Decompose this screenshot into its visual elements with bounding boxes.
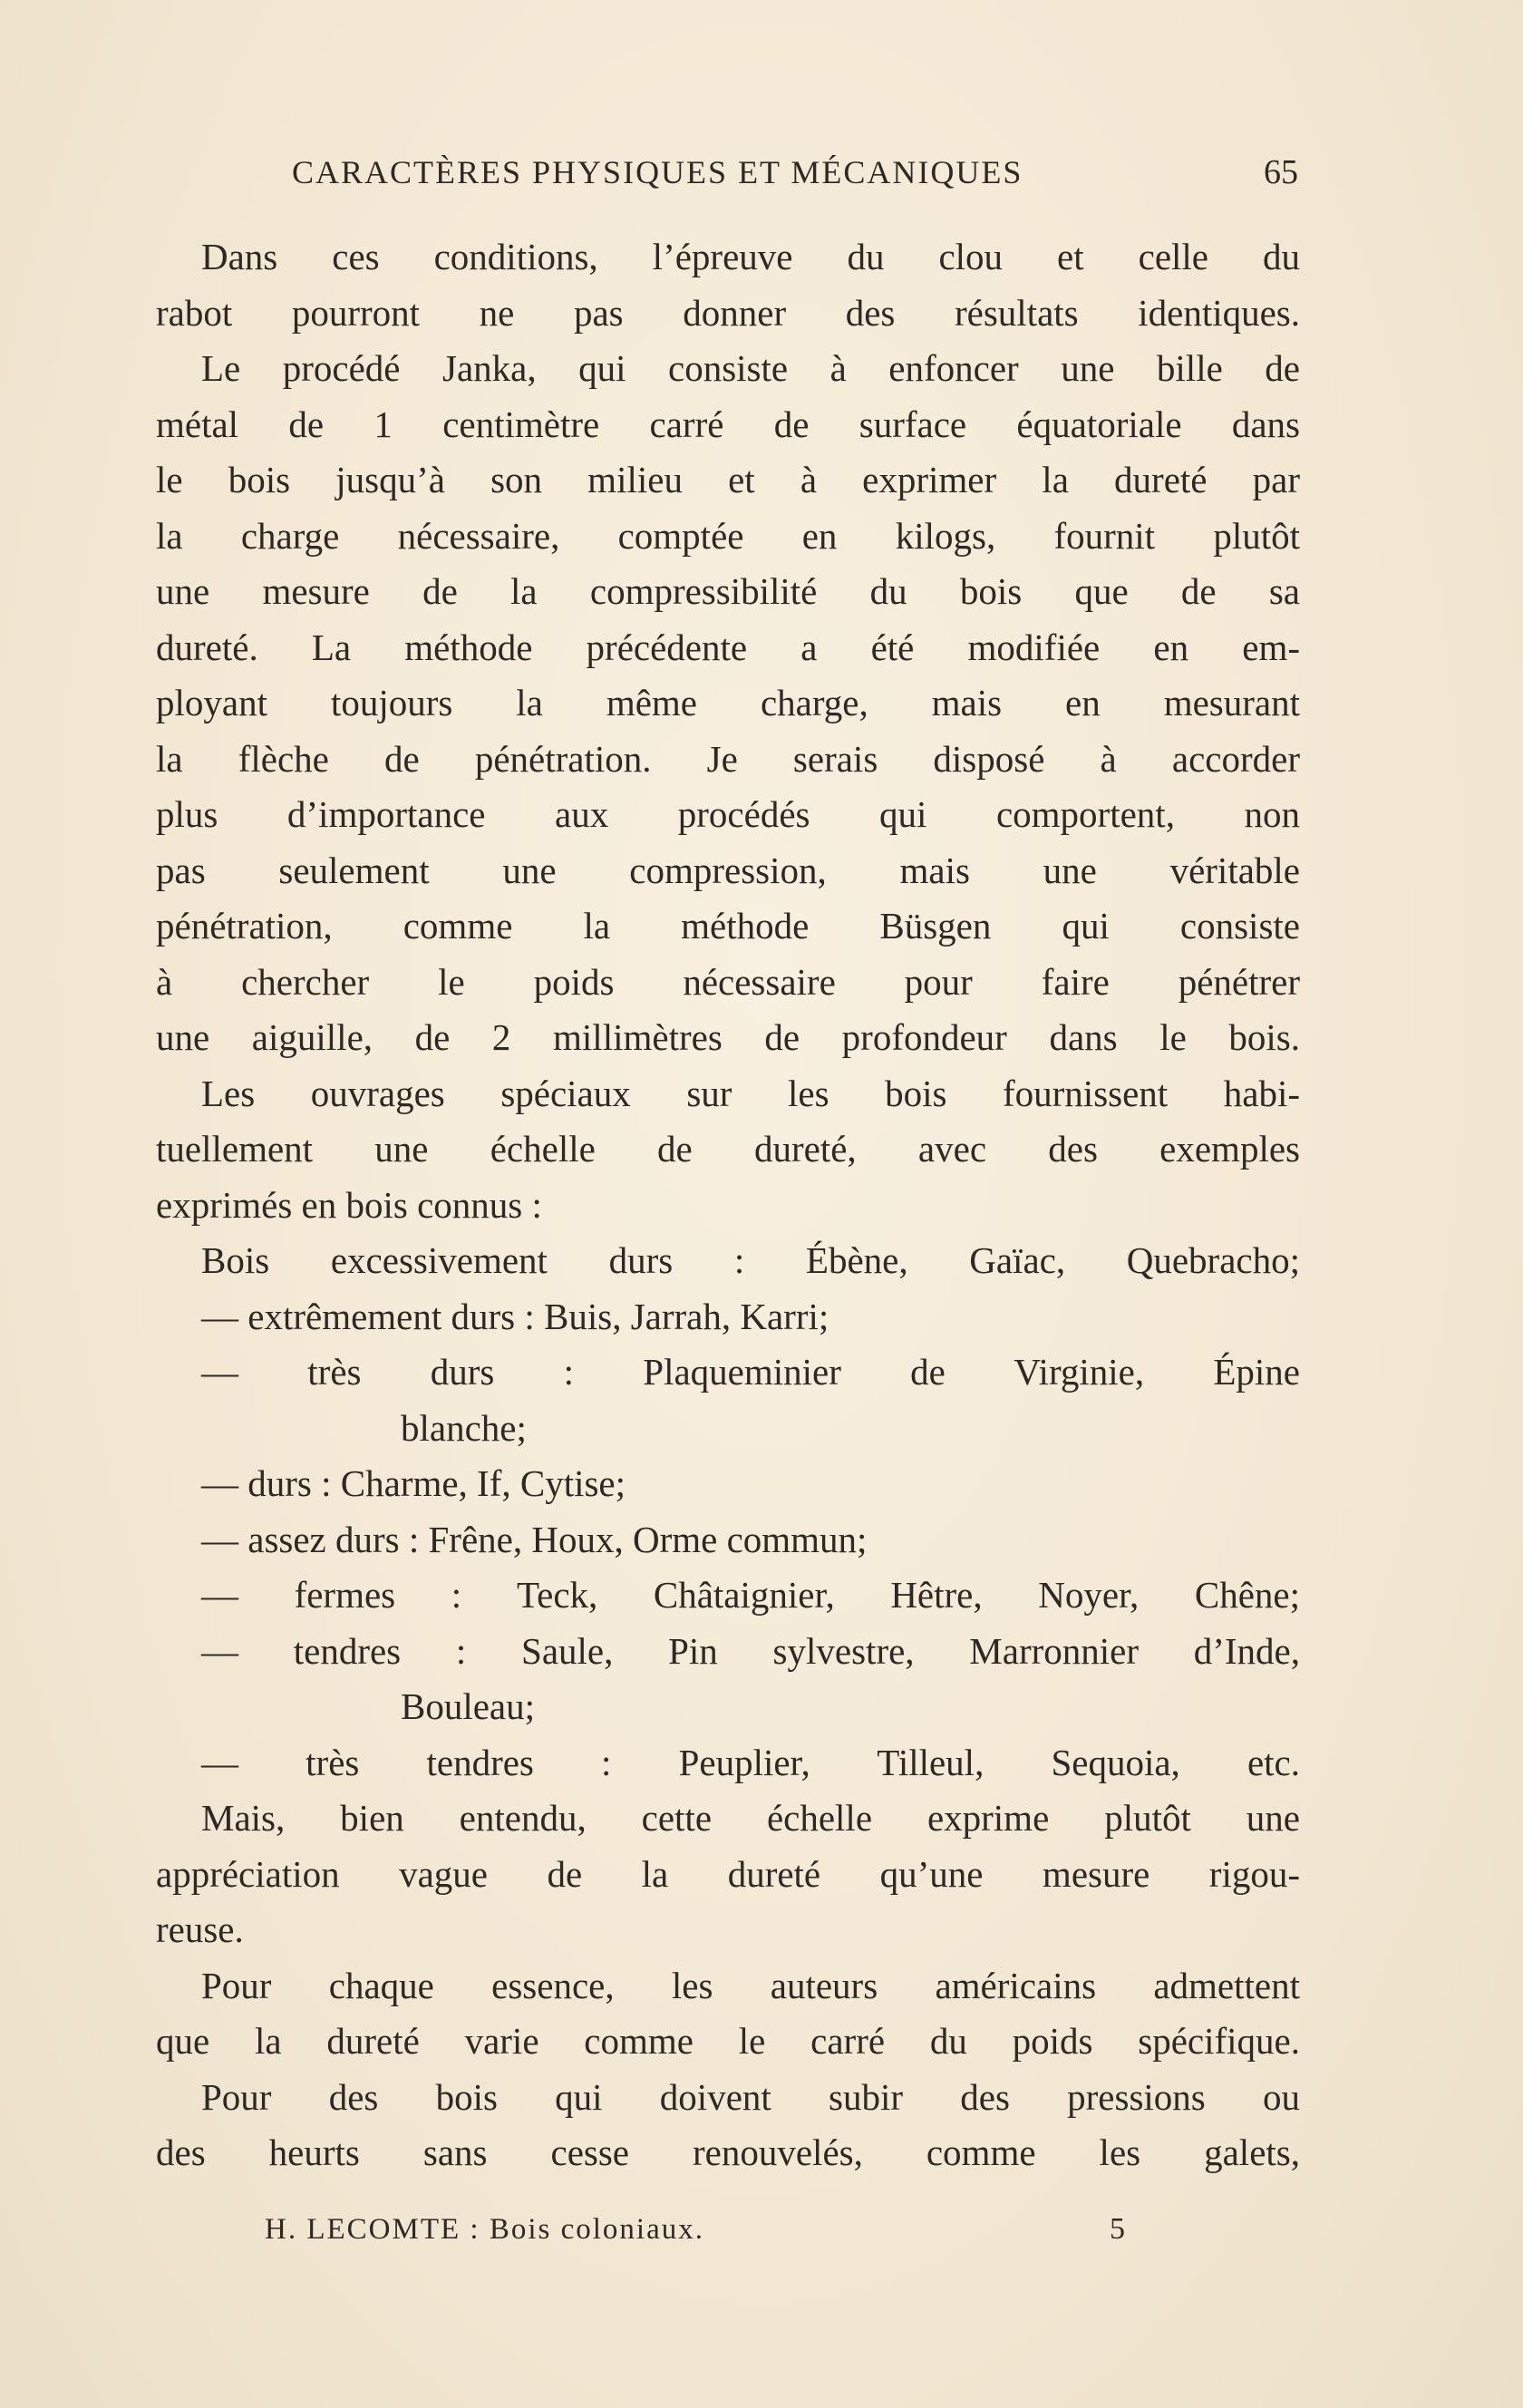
hardness-scale-item: — très durs : Plaqueminier de Virginie, Épine: [201, 1351, 1300, 1393]
hardness-scale-item: — durs : Charme, If, Cytise;: [201, 1462, 626, 1504]
text-line: la charge nécessaire, comptée en kilogs, fournit plutôt: [156, 514, 1300, 557]
hardness-scale-item-continuation: Bouleau;: [401, 1685, 536, 1727]
text-line: une aiguille, de 2 millimètres de profondeur dans le bois.: [156, 1016, 1300, 1058]
text-line: exprimés en bois connus :: [156, 1183, 542, 1226]
text-line: Le procédé Janka, qui consiste à enfoncer une bille de: [201, 347, 1300, 389]
hardness-scale-item: Bois excessivement durs : Ébène, Gaïac, Quebracho;: [201, 1239, 1300, 1281]
text-line: métal de 1 centimètre carré de surface équatoriale dans: [156, 403, 1300, 445]
running-title: CARACTÈRES PHYSIQUES ET MÉCANIQUES: [292, 154, 1023, 190]
text-line: Dans ces conditions, l’épreuve du clou et celle du: [201, 236, 1300, 277]
signature-mark: 5: [1110, 2212, 1125, 2246]
text-line: Pour des bois qui doivent subir des pressions ou: [201, 2075, 1300, 2118]
text-line: appréciation vague de la dureté qu’une mesure rigou-: [156, 1852, 1300, 1895]
hardness-scale-item: — tendres : Saule, Pin sylvestre, Marronnier d’Inde,: [201, 1629, 1300, 1672]
text-line: dureté. La méthode précédente a été modifiée en em-: [156, 626, 1300, 668]
text-line: reuse.: [156, 1908, 244, 1950]
text-line: Les ouvrages spéciaux sur les bois fournissent habi-: [201, 1072, 1300, 1114]
text-line: pénétration, comme la méthode Büsgen qui consiste: [156, 905, 1300, 947]
text-line: Pour chaque essence, les auteurs américains admettent: [201, 1964, 1300, 2006]
text-line: ployant toujours la même charge, mais en mesurant: [156, 682, 1300, 723]
hardness-scale-item: — extrêmement durs : Buis, Jarrah, Karri;: [201, 1295, 829, 1337]
hardness-scale-item: — fermes : Teck, Châtaignier, Hêtre, Noyer, Chêne;: [201, 1574, 1300, 1616]
running-head: [156, 150, 1298, 194]
text-line: rabot pourront ne pas donner des résultats identiques.: [156, 291, 1300, 334]
text-line: une mesure de la compressibilité du bois que de sa: [156, 570, 1300, 612]
text-line: pas seulement une compression, mais une véritable: [156, 849, 1300, 891]
hardness-scale-item: — très tendres : Peuplier, Tilleul, Sequoia, etc.: [201, 1741, 1300, 1783]
footer-author-title: H. LECOMTE : Bois coloniaux.: [265, 2213, 704, 2246]
hardness-scale-item-continuation: blanche;: [401, 1406, 527, 1449]
hardness-scale-item: — assez durs : Frêne, Houx, Orme commun;: [201, 1518, 868, 1560]
text-line: le bois jusqu’à son milieu et à exprimer la dureté par: [156, 459, 1300, 500]
text-line: la flèche de pénétration. Je serais disposé à accorder: [156, 737, 1300, 780]
page-number: 65: [1264, 153, 1298, 191]
text-line: que la dureté varie comme le carré du poids spécifique.: [156, 2020, 1300, 2062]
page-footer: [156, 2207, 1300, 2252]
text-line: Mais, bien entendu, cette échelle exprime plutôt une: [201, 1797, 1300, 1839]
text-line: à chercher le poids nécessaire pour faire pénétrer: [156, 960, 1300, 1003]
text-line: plus d’importance aux procédés qui comportent, non: [156, 793, 1300, 835]
text-line: des heurts sans cesse renouvelés, comme les galets,: [156, 2131, 1300, 2173]
text-line: tuellement une échelle de dureté, avec des exemples: [156, 1128, 1300, 1170]
body-text: [156, 229, 1300, 2181]
